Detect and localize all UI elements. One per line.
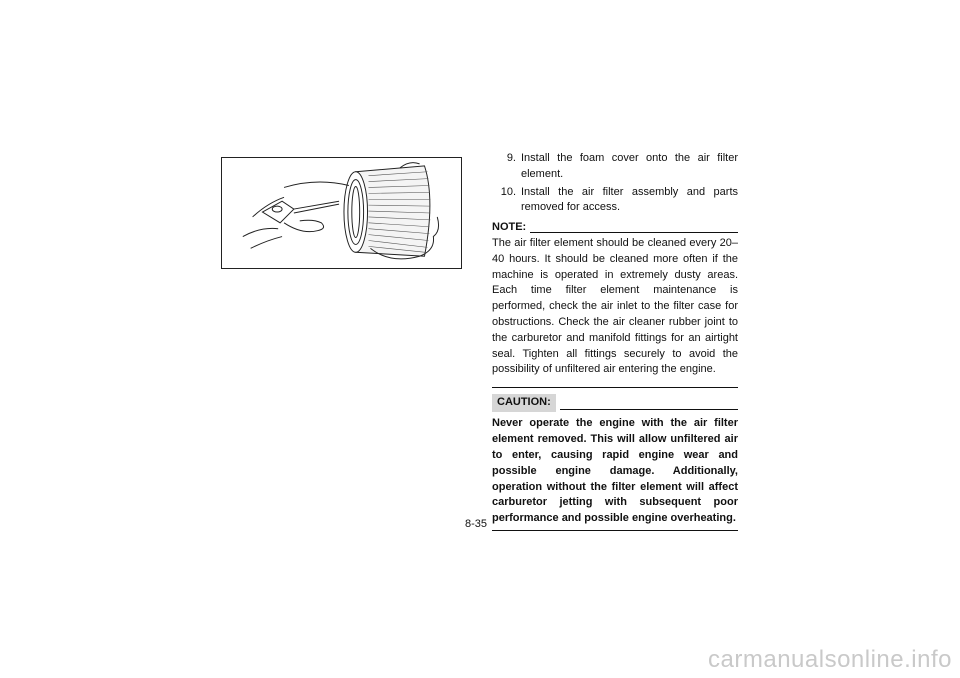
note-label: NOTE: [492, 221, 527, 234]
step-number: 10. [500, 185, 516, 198]
air-filter-cleaning-illustration-icon [222, 158, 461, 268]
note-heading [492, 220, 738, 236]
caution-top-rule [492, 387, 738, 388]
step-9 [492, 151, 738, 183]
caution-rule [560, 409, 738, 410]
step-text: Install the foam cover onto the air filter element. [521, 152, 738, 180]
caution-text: Never operate the engine with the air filter element removed. This will allow unfiltered air to enter, causing rapid engine wear and possible engine damage. Additionally, operation without the filter element will affect carburetor jetting with subsequent poor performance and possible engine overheating. [492, 416, 738, 525]
step-text: Install the air filter assembly and parts removed for access. [521, 185, 738, 214]
step-10 [492, 185, 738, 217]
note-rule [530, 232, 738, 233]
caution-heading [492, 394, 738, 412]
caution-bottom-rule [492, 530, 738, 531]
text-column [492, 151, 738, 531]
page-number: 8-35 [465, 518, 488, 530]
step-number: 9. [506, 152, 516, 164]
caution-label: CAUTION: [492, 394, 556, 412]
watermark: carmanualsonline.info [708, 646, 952, 673]
air-filter-illustration [221, 157, 462, 269]
note-text: The air filter element should be cleaned every 20–40 hours. It should be cleaned more often if the machine is operated in extremely dusty areas. Each time filter element maintenance is performed, check the air inlet to the filter case for obstructions. Check the air cleaner rubber joint to the carburetor and manifold fittings for an airtight seal. Tighten all fittings securely to avoid the possibility of unfiltered air entering the engine. [492, 236, 738, 376]
